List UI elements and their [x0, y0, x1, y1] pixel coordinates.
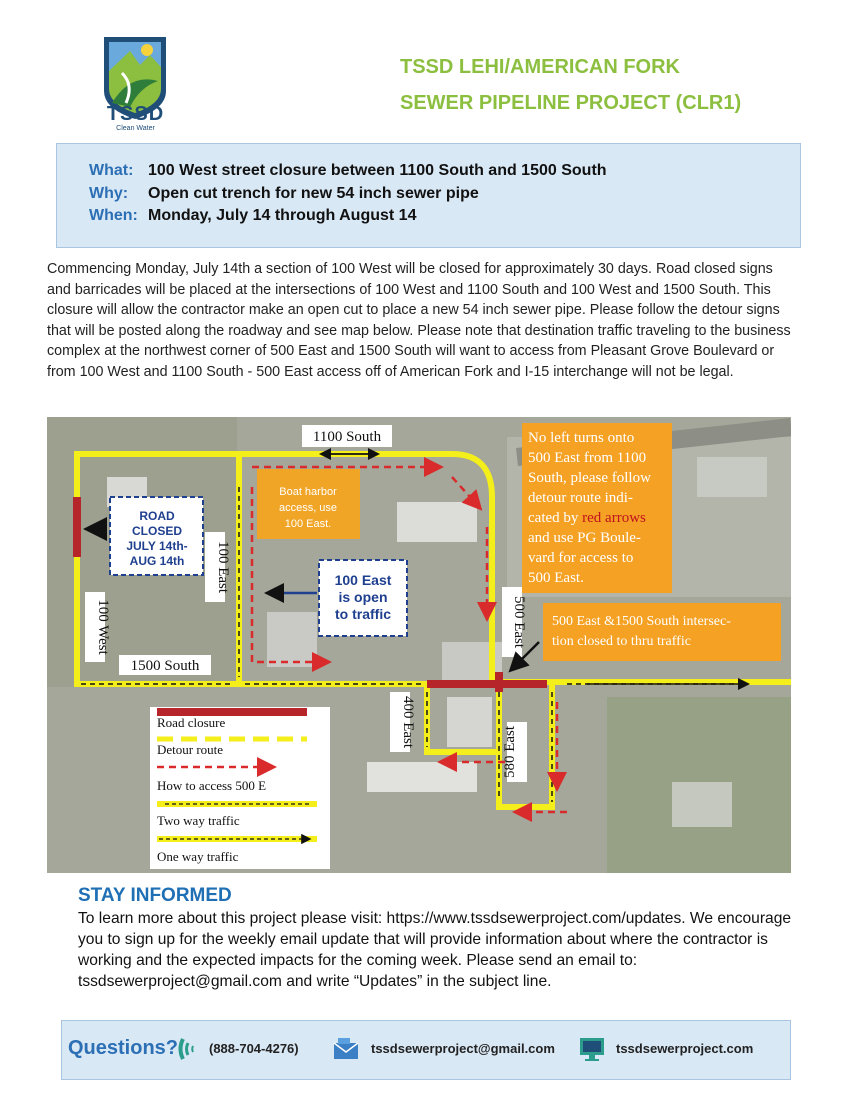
label-1500-south: 1500 South [130, 658, 200, 674]
noleft-text-7: vard for access to [528, 550, 634, 566]
noleft-text-5 [528, 510, 646, 526]
questions-label: Questions? [68, 1037, 179, 1059]
noleft-text-4: detour route indi- [528, 490, 633, 506]
legend-one-way: One way traffic [157, 849, 239, 864]
legend-two-way: Two way traffic [157, 813, 240, 828]
boat-text-3: 100 East. [284, 518, 332, 530]
intersection-callout [543, 603, 781, 661]
logo-wordmark: TSSD [106, 103, 165, 125]
email-icon [332, 1036, 360, 1062]
page-title-line-2: SEWER PIPELINE PROJECT (CLR1) [400, 92, 742, 114]
road-closed-text-4: AUG 14th [129, 554, 185, 568]
legend-access: How to access 500 E [157, 778, 267, 793]
info-what [89, 162, 607, 180]
road-closed-text-2: CLOSED [131, 524, 183, 538]
contact-footer [61, 1020, 791, 1080]
stay-informed-text: To learn more about this project please visit: https://www.tssdsewerproject.com/updates. We encourage you to sign up for the weekly email update that will provide information about where the contractor is working and the expected impacts for the coming week. Please send an email to: tssdsewerproject@gmail.com and write “Updates” in the subject line. [78, 910, 792, 990]
legend-detour: Detour route [157, 742, 224, 757]
noleft-text-3: South, please follow [528, 470, 651, 486]
what-label: What: [89, 162, 134, 179]
label-580-east: 580 East [502, 725, 518, 779]
page-title-line-1: TSSD LEHI/AMERICAN FORK [400, 56, 680, 78]
info-when [89, 207, 416, 225]
monitor-icon [578, 1036, 606, 1062]
stay-informed-heading: STAY INFORMED [78, 885, 232, 906]
when-value: Monday, July 14 through August 14 [148, 207, 417, 224]
road-closed-text-1: ROAD [139, 509, 175, 523]
info-box [56, 143, 801, 248]
intro-paragraph: Commencing Monday, July 14th a section of 100 West will be closed for approximately 30 days. Road closed signs and barricades will be placed at the intersections of 100 West and 1100 South and 100 West and 1500 South. This closure will allow the contractor make an open cut to place a new 54 inch sewer pipe. Please follow the detour signs that will be posted along the roadway and see map below. Please note that destination traffic traveling to the business complex at the northwest corner of 500 East and 1500 South will want to access from Pleasant Grove Boulevard or from 100 West and 1100 South - 500 East access off of American Fork and I-15 interchange will not be legal. [47, 261, 791, 380]
website-link[interactable]: tssdsewerproject.com [616, 1041, 754, 1056]
open-text-1: 100 East [334, 572, 392, 588]
what-value: 100 West street closure between 1100 South and 1500 South [148, 162, 607, 179]
closure-500-east [495, 672, 503, 692]
closure-100-west [73, 497, 81, 557]
label-100-east: 100 East [215, 540, 231, 594]
open-text-3: to traffic [335, 606, 391, 622]
boat-text-1: Boat harbor [279, 486, 337, 498]
when-label: When: [89, 207, 138, 224]
road-closed-text-3: JULY 14th- [126, 539, 188, 553]
intersect-text-2: tion closed to thru traffic [552, 634, 691, 649]
intersect-text-1: 500 East &1500 South intersec- [552, 614, 731, 629]
why-label: Why: [89, 185, 129, 202]
label-100-west: 100 West [95, 599, 111, 655]
email-link[interactable]: tssdsewerproject@gmail.com [371, 1041, 555, 1056]
noleft-red-arrows: red arrows [582, 510, 646, 526]
label-1100-south: 1100 South [312, 429, 382, 445]
boat-text-2: access, use [278, 502, 338, 514]
detour-map [47, 417, 791, 873]
noleft-text-1: No left turns onto [528, 430, 635, 446]
legend-road-closure: Road closure [157, 715, 226, 730]
noleft-text-5a: cated by [528, 510, 583, 526]
info-why [89, 185, 479, 203]
label-500-east: 500 East [511, 595, 527, 649]
phone-number[interactable]: (888-704-4276) [209, 1041, 299, 1056]
closure-1500-south [427, 680, 547, 688]
no-left-turns-callout [522, 423, 672, 593]
label-400-east: 400 East [400, 695, 416, 749]
noleft-text-8: 500 East. [528, 570, 584, 586]
logo-tagline: Clean Water [116, 125, 155, 132]
noleft-text-2: 500 East from 1100 [528, 450, 647, 466]
phone-icon [174, 1034, 204, 1064]
why-value: Open cut trench for new 54 inch sewer pipe [148, 185, 479, 202]
noleft-text-6: and use PG Boule- [528, 530, 641, 546]
open-text-2: is open [338, 589, 388, 605]
